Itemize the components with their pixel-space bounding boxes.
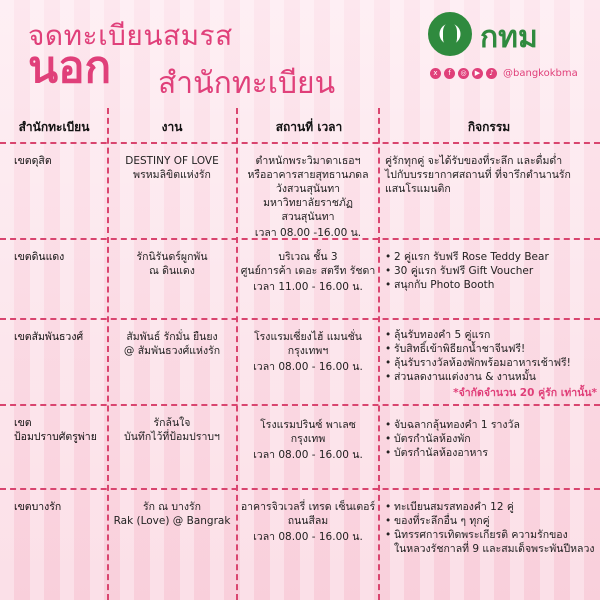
table-row-place: โรงแรมเซี่ยงไฮ้ แมนชั่น กรุงเทพฯ เวลา 08.00 - 16.00 น.: [239, 330, 377, 374]
table-row-time: เวลา 08.00 - 16.00 น.: [253, 531, 363, 543]
social-links: [430, 68, 578, 79]
table-row-event: รัก ณ บางรัก Rak (Love) @ Bangrak: [113, 501, 231, 527]
table-row-activities: • ทะเบียนสมรสทองคำ 12 คู่ • ของที่ระลึกอื่น ๆ ทุกคู่ • นิทรรศการเทิดพระเกียรติ ความรักของในหลวงรัชกาลที่ 9 และสมเด็จพระพันปีหลวง: [385, 500, 595, 556]
header-event: งาน: [161, 120, 183, 134]
row-divider: [0, 142, 600, 144]
bma-logo: [422, 12, 582, 92]
table-row-time: เวลา 08.00 - 16.00 น.: [253, 361, 363, 373]
table-row-place: อาคารจิวเวลรี่ เทรด เซ็นเตอร์ ถนนสีลม เวลา 08.00 - 16.00 น.: [240, 501, 376, 543]
title-line-3: สำนักทะเบียน: [158, 66, 336, 101]
table-row-event: DESTINY OF LOVE พรหมลิขิตแห่งรัก: [125, 155, 219, 181]
youtube-icon[interactable]: ▶: [472, 68, 483, 79]
limit-note: *จำกัดจำนวน 20 คู่รัก เท่านั้น*: [453, 387, 597, 399]
table-row-time: เวลา 08.00 - 16.00 น.: [253, 449, 363, 461]
table-row-activities: • จับฉลากลุ้นทองคำ 1 รางวัล • บัตรกำนัลห้องพัก • บัตรกำนัลห้องอาหาร: [385, 418, 595, 460]
tiktok-icon[interactable]: ♪: [486, 68, 497, 79]
title-line-1: จดทะเบียนสมรส: [28, 19, 233, 52]
table-row-place: บริเวณ ชั้น 3 ศูนย์การค้า เดอะ สตรีท รัชดา เวลา 11.00 - 16.00 น.: [240, 251, 376, 293]
table-row-place: โรงแรมปรินซ์ พาเลซ กรุงเทพ เวลา 08.00 - 16.00 น.: [239, 418, 377, 462]
facebook-icon[interactable]: f: [444, 68, 455, 79]
table-row-activities: • ลุ้นรับทองคำ 5 คู่แรก • รับสิทธิ์เข้าพิธียกน้ำชาจีนฟรี! • ลุ้นรับรางวัลห้องพักพร้อมอาหารเช้าฟรี! • ส่วนลดงานแต่งงาน & งานหมั้น *จำกัดจำนวน 20 คู่รัก เท่านั้น*: [385, 328, 597, 400]
column-divider: [236, 108, 238, 600]
table-row-time: เวลา 08.00 -16.00 น.: [254, 227, 362, 239]
table-row-event: รักนิรันดร์ผูกพัน ณ ดินแดง: [136, 251, 208, 277]
header-registrar: สำนักทะเบียน: [18, 120, 90, 134]
table-row-district: เขตป้อมปราบศัตรูพ่าย: [14, 417, 97, 443]
column-divider: [378, 108, 380, 600]
brand-name: กทม: [480, 20, 538, 55]
instagram-icon[interactable]: ◎: [458, 68, 469, 79]
header-activities: กิจกรรม: [467, 120, 511, 134]
header: [0, 0, 600, 108]
header-place-time: สถานที่ เวลา: [275, 120, 343, 134]
table-header: [0, 108, 600, 144]
table-row-district: เขตสัมพันธวงศ์: [14, 331, 84, 343]
row-divider: [0, 318, 600, 320]
column-divider: [107, 108, 109, 600]
table-row-district: เขตดินแดง: [14, 251, 65, 263]
title-line-2: นอก: [28, 42, 112, 93]
table-row-time: เวลา 11.00 - 16.00 น.: [253, 281, 363, 293]
table-row-district: เขตดุสิต: [14, 155, 52, 167]
table-row-place: ตำหนักพระวิมาดาเธอฯ หรืออาคารสายสุทธานภดล วังสวนสุนันทา มหาวิทยาลัยราชภัฏสวนสุนันทา เวลา 08.00 -16.00 น.: [239, 154, 377, 240]
table-row-district: เขตบางรัก: [14, 501, 62, 513]
event-table: [0, 108, 600, 600]
table-row-event: รักล้นใจ บันทึกไว้ที่ป้อมปราบฯ: [124, 417, 220, 443]
table-row-activities: • 2 คู่แรก รับฟรี Rose Teddy Bear • 30 คู่แรก รับฟรี Gift Voucher • สนุกกับ Photo Booth: [385, 250, 595, 292]
row-divider: [0, 488, 600, 490]
table-row-event: สัมพันธ์ รักมั่น ยืนยง @ สัมพันธวงศ์แห่งรัก: [123, 331, 221, 357]
social-handle[interactable]: @bangkokbma: [503, 68, 578, 79]
table-row-activities: คู่รักทุกคู่ จะได้รับของที่ระลึก และดื่มด่ำ ไปกับบรรยากาศสถานที่ ที่จารึกตำนานรัก แสนโรแมนติก: [385, 155, 571, 195]
x-icon[interactable]: x: [430, 68, 441, 79]
bma-seal-icon: [428, 12, 472, 56]
row-divider: [0, 404, 600, 406]
